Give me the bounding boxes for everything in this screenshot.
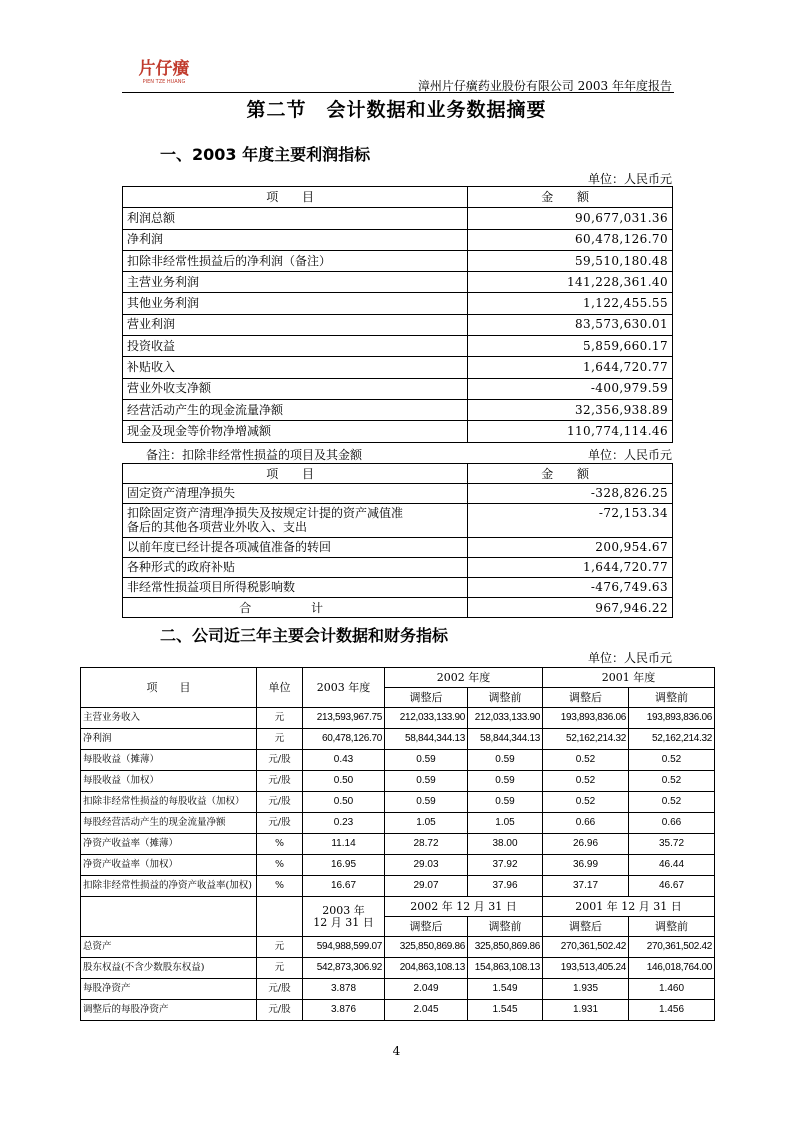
hdr-2001-adj-before: 调整前	[629, 688, 715, 708]
cell-b2001: 0.52	[629, 792, 715, 813]
table-row	[81, 937, 715, 958]
table-header-row	[123, 464, 673, 484]
cell-a2002: 0.59	[385, 771, 468, 792]
row-amount: 110,774,114.46	[468, 421, 673, 442]
cell-a2001: 0.52	[543, 771, 629, 792]
row-item: 净利润	[81, 729, 257, 750]
part1-unit: 单位：人民币元	[587, 172, 672, 186]
cell-b2002: 1.545	[468, 1000, 543, 1021]
hdr2-2003-line2: 12 月 31 日	[313, 915, 374, 929]
hdr2-2002-adj-before: 调整前	[468, 917, 543, 937]
cell-a2001: 193,513,405.24	[543, 958, 629, 979]
cell-a2002: 58,844,344.13	[385, 729, 468, 750]
table-row	[123, 421, 673, 442]
cell-a2002: 212,033,133.90	[385, 708, 468, 729]
row-amount: 5,859,660.17	[468, 336, 673, 357]
row-item: 每股收益（摊薄）	[81, 750, 257, 771]
row-amount: 32,356,938.89	[468, 399, 673, 420]
row-unit: 元/股	[257, 1000, 303, 1021]
cell-y2003: 0.23	[303, 813, 385, 834]
row-unit: %	[257, 876, 303, 897]
cell-a2001: 1.931	[543, 1000, 629, 1021]
cell-y2003: 0.50	[303, 792, 385, 813]
nonrecurring-items-table	[122, 463, 673, 618]
cell-b2002: 37.92	[468, 855, 543, 876]
cell-b2001: 46.44	[629, 855, 715, 876]
cell-b2001: 46.67	[629, 876, 715, 897]
company-logo	[129, 55, 199, 85]
cell-a2002: 204,863,108.13	[385, 958, 468, 979]
table-row	[123, 250, 673, 271]
total-label: 合 计	[123, 598, 468, 618]
hdr-2002: 2002 年度	[385, 668, 543, 688]
cell-a2001: 0.52	[543, 750, 629, 771]
hdr-blank-unit	[257, 897, 303, 937]
table-row	[123, 558, 673, 578]
table-row	[81, 1000, 715, 1021]
cell-a2001: 37.17	[543, 876, 629, 897]
cell-y2003: 16.95	[303, 855, 385, 876]
cell-a2002: 0.59	[385, 750, 468, 771]
cell-b2002: 154,863,108.13	[468, 958, 543, 979]
cell-a2001: 52,162,214.32	[543, 729, 629, 750]
hdr-2003: 2003 年度	[303, 668, 385, 708]
row-item: 其他业务利润	[123, 293, 468, 314]
hdr-2001-adj-after: 调整后	[543, 688, 629, 708]
cell-y2003: 213,593,967.75	[303, 708, 385, 729]
row-item: 营业外收支净额	[123, 378, 468, 399]
table-row	[81, 729, 715, 750]
cell-a2002: 0.59	[385, 792, 468, 813]
cell-a2002: 325,850,869.86	[385, 937, 468, 958]
row-amount: 90,677,031.36	[468, 208, 673, 229]
table-row	[123, 399, 673, 420]
table-row	[123, 504, 673, 538]
row-unit: 元/股	[257, 771, 303, 792]
row-amount: 83,573,630.01	[468, 314, 673, 335]
logo-subtext: PIEN TZE HUANG	[142, 79, 186, 85]
hdr-item: 项 目	[81, 668, 257, 708]
row-unit: 元	[257, 958, 303, 979]
cell-y2003: 594,988,599.07	[303, 937, 385, 958]
hdr2-2001-adj-before: 调整前	[629, 917, 715, 937]
cell-y2003: 0.50	[303, 771, 385, 792]
row-amount: 59,510,180.48	[468, 250, 673, 271]
cell-a2002: 28.72	[385, 834, 468, 855]
hdr-unit: 单位	[257, 668, 303, 708]
table-row	[81, 708, 715, 729]
row-item: 净资产收益率（加权）	[81, 855, 257, 876]
hdr2-2002-adj-after: 调整后	[385, 917, 468, 937]
cell-a2001: 0.52	[543, 792, 629, 813]
row-item: 每股净资产	[81, 979, 257, 1000]
col-item-header: 项 目	[123, 464, 468, 484]
cell-b2002: 0.59	[468, 750, 543, 771]
row-unit: %	[257, 834, 303, 855]
table-row	[123, 538, 673, 558]
table-row	[123, 484, 673, 504]
col-amount-header: 金 额	[468, 464, 673, 484]
row-amount: 1,644,720.77	[468, 558, 673, 578]
cell-b2001: 0.52	[629, 771, 715, 792]
cell-b2002: 37.96	[468, 876, 543, 897]
hdr2-2001: 2001 年 12 月 31 日	[543, 897, 715, 917]
cell-y2003: 60,478,126.70	[303, 729, 385, 750]
table-row	[81, 958, 715, 979]
row-item-line: 以前年度已经计提各项减值准备的转回	[127, 540, 332, 554]
row-item: 扣除非经常性损益后的净利润（备注）	[123, 250, 468, 271]
table-row	[81, 855, 715, 876]
table-row	[81, 813, 715, 834]
cell-b2002: 0.59	[468, 771, 543, 792]
hdr2-2002: 2002 年 12 月 31 日	[385, 897, 543, 917]
hdr-2002-adj-before: 调整前	[468, 688, 543, 708]
hdr2-2001-adj-after: 调整后	[543, 917, 629, 937]
row-amount: -400,979.59	[468, 378, 673, 399]
cell-b2002: 325,850,869.86	[468, 937, 543, 958]
row-item: 利润总额	[123, 208, 468, 229]
cell-a2002: 2.045	[385, 1000, 468, 1021]
row-unit: 元/股	[257, 813, 303, 834]
hdr2-2003	[303, 897, 385, 937]
logo-text: 片仔癀	[138, 59, 190, 79]
cell-a2001: 1.935	[543, 979, 629, 1000]
row-item: 调整后的每股净资产	[81, 1000, 257, 1021]
row-amount: -72,153.34	[468, 504, 673, 538]
row-unit: 元/股	[257, 979, 303, 1000]
row-item-line: 扣除固定资产清理净损失及按规定计提的资产减值准	[127, 506, 404, 520]
cell-b2001: 0.66	[629, 813, 715, 834]
row-item: 主营业务利润	[123, 272, 468, 293]
part2-unit: 单位：人民币元	[587, 651, 672, 665]
cell-b2002: 0.59	[468, 792, 543, 813]
row-amount: 1,122,455.55	[468, 293, 673, 314]
cell-b2001: 270,361,502.42	[629, 937, 715, 958]
table-row	[123, 229, 673, 250]
cell-b2001: 1.456	[629, 1000, 715, 1021]
profit-indicators-table	[122, 186, 673, 443]
cell-a2001: 0.66	[543, 813, 629, 834]
cell-a2001: 270,361,502.42	[543, 937, 629, 958]
section-title: 第二节 会计数据和业务数据摘要	[246, 99, 547, 121]
cell-y2003: 0.43	[303, 750, 385, 771]
table-row	[123, 336, 673, 357]
cell-b2001: 35.72	[629, 834, 715, 855]
hdr2-2003-line1: 2003 年	[322, 903, 365, 917]
row-item-line: 固定资产清理净损失	[127, 486, 236, 500]
row-amount: -476,749.63	[468, 578, 673, 598]
col-amount-header: 金 额	[468, 187, 673, 208]
row-item: 补贴收入	[123, 357, 468, 378]
table-row	[123, 272, 673, 293]
table-header-row	[81, 668, 715, 688]
row-unit: 元/股	[257, 750, 303, 771]
header-divider	[122, 92, 674, 93]
cell-a2001: 193,893,836.06	[543, 708, 629, 729]
row-item: 净利润	[123, 229, 468, 250]
row-amount: 60,478,126.70	[468, 229, 673, 250]
row-unit: 元	[257, 708, 303, 729]
cell-b2001: 0.52	[629, 750, 715, 771]
cell-a2001: 36.99	[543, 855, 629, 876]
cell-a2001: 26.96	[543, 834, 629, 855]
cell-y2003: 16.67	[303, 876, 385, 897]
row-item: 主营业务收入	[81, 708, 257, 729]
financial-data-table	[80, 667, 715, 1021]
hdr-2001: 2001 年度	[543, 668, 715, 688]
row-amount: 141,228,361.40	[468, 272, 673, 293]
cell-b2002: 212,033,133.90	[468, 708, 543, 729]
row-item	[123, 484, 468, 504]
row-item	[123, 558, 468, 578]
page-number: 4	[392, 1044, 401, 1058]
cell-b2001: 1.460	[629, 979, 715, 1000]
table-row	[81, 834, 715, 855]
col-item-header: 项 目	[123, 187, 468, 208]
table-header-row	[123, 187, 673, 208]
table-row	[81, 771, 715, 792]
cell-b2001: 193,893,836.06	[629, 708, 715, 729]
table-row	[123, 208, 673, 229]
cell-a2002: 29.03	[385, 855, 468, 876]
total-amount: 967,946.22	[468, 598, 673, 618]
part1-title: 一、2003 年度主要利润指标	[160, 145, 371, 164]
row-unit: 元/股	[257, 792, 303, 813]
row-item: 扣除非经常性损益的每股收益（加权）	[81, 792, 257, 813]
cell-y2003: 542,873,306.92	[303, 958, 385, 979]
row-item: 每股收益（加权）	[81, 771, 257, 792]
row-item-line: 各种形式的政府补贴	[127, 560, 236, 574]
hdr-blank-item	[81, 897, 257, 937]
row-unit: 元	[257, 729, 303, 750]
part2-title: 二、公司近三年主要会计数据和财务指标	[160, 626, 449, 645]
row-amount: 200,954.67	[468, 538, 673, 558]
row-unit: 元	[257, 937, 303, 958]
table-row	[123, 293, 673, 314]
cell-b2002: 1.549	[468, 979, 543, 1000]
cell-y2003: 11.14	[303, 834, 385, 855]
table-row	[123, 314, 673, 335]
row-item: 总资产	[81, 937, 257, 958]
row-amount: -328,826.25	[468, 484, 673, 504]
table-row	[81, 792, 715, 813]
row-item: 净资产收益率（摊薄）	[81, 834, 257, 855]
cell-a2002: 29.07	[385, 876, 468, 897]
total-row	[123, 598, 673, 618]
table-row	[81, 979, 715, 1000]
cell-b2002: 58,844,344.13	[468, 729, 543, 750]
row-item-line: 非经常性损益项目所得税影响数	[127, 580, 296, 594]
row-item	[123, 504, 468, 538]
row-item: 扣除非经常性损益的净资产收益率(加权)	[81, 876, 257, 897]
table-header-row	[81, 897, 715, 917]
table-row	[123, 378, 673, 399]
cell-a2002: 2.049	[385, 979, 468, 1000]
cell-b2002: 1.05	[468, 813, 543, 834]
row-item: 营业利润	[123, 314, 468, 335]
row-item: 股东权益(不含少数股东权益)	[81, 958, 257, 979]
table-row	[123, 578, 673, 598]
row-amount: 1,644,720.77	[468, 357, 673, 378]
row-item: 现金及现金等价物净增减额	[123, 421, 468, 442]
cell-b2002: 38.00	[468, 834, 543, 855]
report-header-title: 漳州片仔癀药业股份有限公司 2003 年年度报告	[417, 79, 672, 93]
row-item: 投资收益	[123, 336, 468, 357]
cell-y2003: 3.878	[303, 979, 385, 1000]
row-item-line: 备后的其他各项营业外收入、支出	[127, 520, 308, 534]
table-row	[81, 750, 715, 771]
cell-b2001: 146,018,764.00	[629, 958, 715, 979]
table-row	[123, 357, 673, 378]
cell-b2001: 52,162,214.32	[629, 729, 715, 750]
hdr-2002-adj-after: 调整后	[385, 688, 468, 708]
row-item: 经营活动产生的现金流量净额	[123, 399, 468, 420]
row-unit: %	[257, 855, 303, 876]
row-item	[123, 538, 468, 558]
table-row	[81, 876, 715, 897]
note-title: 备注：扣除非经常性损益的项目及其金额	[146, 448, 363, 462]
cell-y2003: 3.876	[303, 1000, 385, 1021]
note-unit: 单位：人民币元	[587, 448, 672, 462]
row-item: 每股经营活动产生的现金流量净额	[81, 813, 257, 834]
row-item	[123, 578, 468, 598]
cell-a2002: 1.05	[385, 813, 468, 834]
